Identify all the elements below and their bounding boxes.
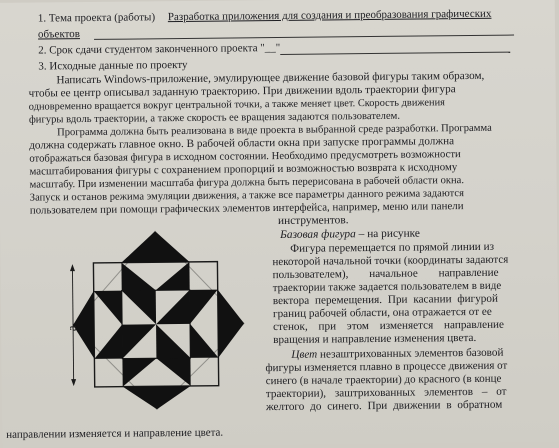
source-label: 3. Исходные данные по проекту xyxy=(38,58,188,73)
color-line: траектории), заштрихованных элементов – от xyxy=(265,385,507,401)
color-line-rest: незаштрихованных элементов базовой xyxy=(317,346,504,361)
deadline-label: 2. Срок сдачи студентом законченного проекта xyxy=(38,42,258,57)
base-figure xyxy=(64,228,250,412)
text-line: пользователем при помощи графических элементов интерфейса, например, меню или панели xyxy=(29,200,464,217)
right-line: траектории также задается пользователем в виде xyxy=(272,279,502,295)
pinwheel-5 xyxy=(156,358,190,386)
right-line: некоторой начальной точки (координаты задаются xyxy=(272,253,509,269)
text-line: масштабирования фигуры с сохранением пропорций и возможностью возврата к исходному xyxy=(29,161,458,178)
outer-triangle-left xyxy=(73,291,95,359)
right-line: Фигура перемещается по прямой линии из xyxy=(290,240,495,255)
last-line: направлении изменяется и направление цвета. xyxy=(6,426,224,441)
pinwheel-8 xyxy=(94,291,122,325)
inner-triangle-4 xyxy=(122,324,156,358)
figure-caption-italic: Базовая фигура xyxy=(280,228,356,241)
figure-caption-rest: – на рисунке xyxy=(355,227,421,241)
dimension-label: a xyxy=(64,325,80,332)
right-line: вращения и направление изменения цвета. xyxy=(273,331,477,347)
text-line: чтобы ее центр описывал заданную траекторию. При движении вдоль траектории фигура xyxy=(28,83,456,100)
pinwheel-2 xyxy=(155,262,189,290)
figure-caption xyxy=(280,228,420,242)
deadline-blank: "__" xyxy=(260,41,281,55)
right-line: стенок, при этом изменяется направление xyxy=(273,318,505,334)
pinwheel-7 xyxy=(94,325,122,359)
pinwheel-6 xyxy=(122,358,156,386)
text-line: Написать Windows-приложение, эмулирующее движение базовой фигуры таким образом, xyxy=(56,69,485,87)
pinwheel-1 xyxy=(121,262,155,290)
outer-triangle-top xyxy=(121,231,189,263)
text-line: Запуск и останов режима эмуляции движения, а также все параметры данного режима задаются xyxy=(29,188,465,204)
dimension-arrow-bottom xyxy=(71,379,76,386)
text-line: отображаться базовая фигура в исходном состоянии. Необходимо предусмотреть возможности xyxy=(29,148,461,165)
topic-underline xyxy=(94,35,514,40)
inner-triangle-2 xyxy=(156,290,190,324)
inner-triangle-3 xyxy=(156,324,190,358)
right-line: пользователем), начальное направление xyxy=(272,266,499,282)
deadline-underline xyxy=(280,52,510,55)
text-line: инструментов. xyxy=(277,214,349,228)
inner-triangle-1 xyxy=(122,290,156,324)
topic-label: 1. Тема проекта (работы) xyxy=(37,11,156,25)
outer-triangle-bottom xyxy=(123,386,191,410)
text-line: фигуры вдоль траектории, а также скорость ее вращения задаются пользователем. xyxy=(28,110,401,126)
outer-triangle-right xyxy=(218,289,245,357)
text-line: масштабу. При изменении масштаба фигура должна быть перерисована в рабочей области окна. xyxy=(29,175,465,191)
dimension-arrow-top xyxy=(70,264,75,271)
color-line: фигуры изменяется плавно в процессе движения от xyxy=(265,359,508,375)
topic-value-line2: объектов xyxy=(37,28,81,41)
pinwheel-4 xyxy=(190,324,218,358)
pinwheel-3 xyxy=(190,290,218,324)
color-italic: Цвет xyxy=(291,348,318,361)
text-line: должна содержать главное окно. В рабочей области окна при запуске программы должна xyxy=(29,135,455,152)
topic-value-line1: Разработка приложения для создания и преобразования графических xyxy=(167,7,492,24)
dimension-line xyxy=(72,268,73,382)
right-line: вектора перемещения. При касании фигурой xyxy=(272,292,498,308)
right-line: границ рабочей области, она отражается от ее xyxy=(272,305,492,321)
text-line: одновременно вращается вокруг центральной точки, а также меняет цвет. Скорость движения xyxy=(28,97,445,113)
color-line: синего (в начале траектории) до красного (в конце xyxy=(265,372,502,388)
text-line: Программа должна быть реализована в виде проекта в выбранной среде разработки. Программа xyxy=(56,122,492,139)
color-line: желтого до синего. При движении в обратном xyxy=(265,398,503,414)
